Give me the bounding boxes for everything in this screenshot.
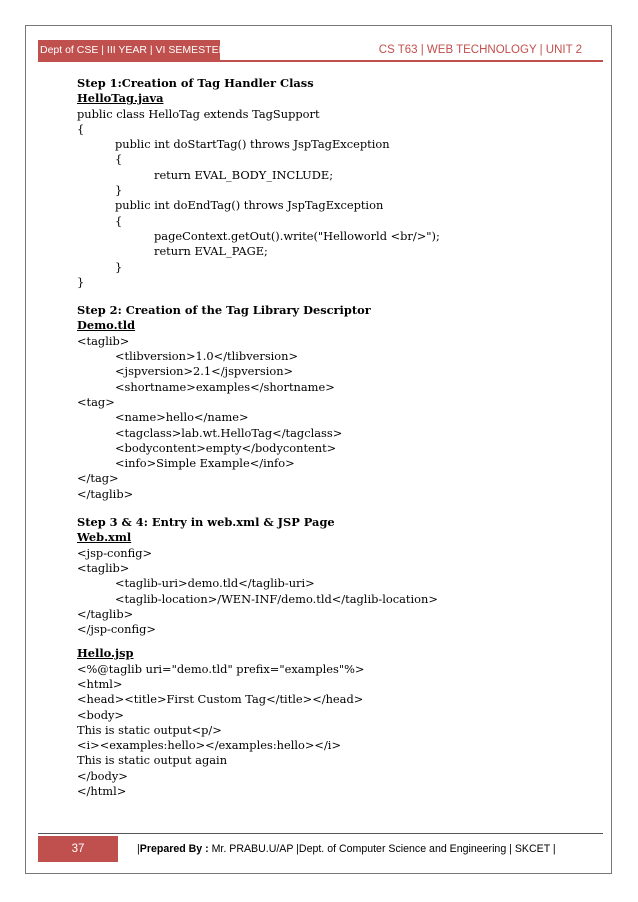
code-line: This is static output again: [77, 753, 228, 768]
code-line: </tag>: [77, 471, 119, 486]
code-line: <info>Simple Example</info>: [115, 456, 295, 471]
code-line: <tagclass>lab.wt.HelloTag</tagclass>: [115, 425, 343, 440]
code-line: public class HelloTag extends TagSupport: [77, 106, 320, 121]
code-line: }: [115, 259, 123, 274]
header-course: CS T63 | WEB TECHNOLOGY | UNIT 2: [378, 44, 582, 56]
code-line: </html>: [77, 784, 127, 799]
step2-title: Step 2: Creation of the Tag Library Descriptor: [77, 303, 371, 318]
code-line: <i><examples:hello></examples:hello></i>: [77, 738, 341, 753]
code-line: <bodycontent>empty</bodycontent>: [115, 440, 337, 455]
step3-filename: Web.xml: [77, 530, 132, 545]
code-line: <jsp-config>: [77, 545, 153, 560]
code-line: <tag>: [77, 394, 115, 409]
code-line: {: [115, 152, 123, 167]
code-line: <taglib-location>/WEN-INF/demo.tld</taglib-location>: [115, 591, 438, 606]
step1-filename: HelloTag.java: [77, 91, 164, 106]
step2-filename: Demo.tld: [77, 318, 136, 333]
code-line: <jspversion>2.1</jspversion>: [115, 364, 294, 379]
document-body: [77, 76, 597, 799]
code-line: <html>: [77, 676, 123, 691]
code-line: </body>: [77, 768, 128, 783]
code-line: </taglib>: [77, 606, 134, 621]
footer-divider: [38, 833, 603, 834]
code-line: <taglib>: [77, 333, 130, 348]
header-department: Dept of CSE | III YEAR | VI SEMESTER: [38, 40, 220, 60]
code-line: public int doEndTag() throws JspTagException: [115, 198, 384, 213]
step3-title: Step 3 & 4: Entry in web.xml & JSP Page: [77, 515, 335, 530]
code-line: <%@taglib uri="demo.tld" prefix="examples"%>: [77, 661, 365, 676]
code-line: <body>: [77, 707, 124, 722]
page-number: 37: [38, 836, 118, 862]
code-line: <taglib-uri>demo.tld</taglib-uri>: [115, 576, 315, 591]
footer-credit: |Prepared By : Mr. PRABU.U/AP |Dept. of Computer Science and Engineering | SKCET |: [137, 843, 556, 855]
code-line: }: [77, 274, 85, 289]
code-line: {: [77, 121, 85, 136]
step4-filename: Hello.jsp: [77, 646, 134, 661]
code-line: }: [115, 183, 123, 198]
code-line: <head><title>First Custom Tag</title></head>: [77, 692, 364, 707]
code-line: return EVAL_PAGE;: [154, 244, 268, 259]
code-line: return EVAL_BODY_INCLUDE;: [154, 167, 334, 182]
code-line: <taglib>: [77, 560, 130, 575]
code-line: pageContext.getOut().write("Helloworld <br/>");: [154, 228, 440, 243]
code-line: This is static output<p/>: [77, 722, 222, 737]
code-line: </jsp-config>: [77, 622, 156, 637]
code-line: <shortname>examples</shortname>: [115, 379, 335, 394]
code-line: {: [115, 213, 123, 228]
code-line: </taglib>: [77, 486, 134, 501]
step1-title: Step 1:Creation of Tag Handler Class: [77, 76, 314, 90]
header-divider: [38, 60, 603, 62]
code-line: public int doStartTag() throws JspTagException: [115, 137, 390, 152]
code-line: <tlibversion>1.0</tlibversion>: [115, 349, 299, 364]
code-line: <name>hello</name>: [115, 410, 249, 425]
